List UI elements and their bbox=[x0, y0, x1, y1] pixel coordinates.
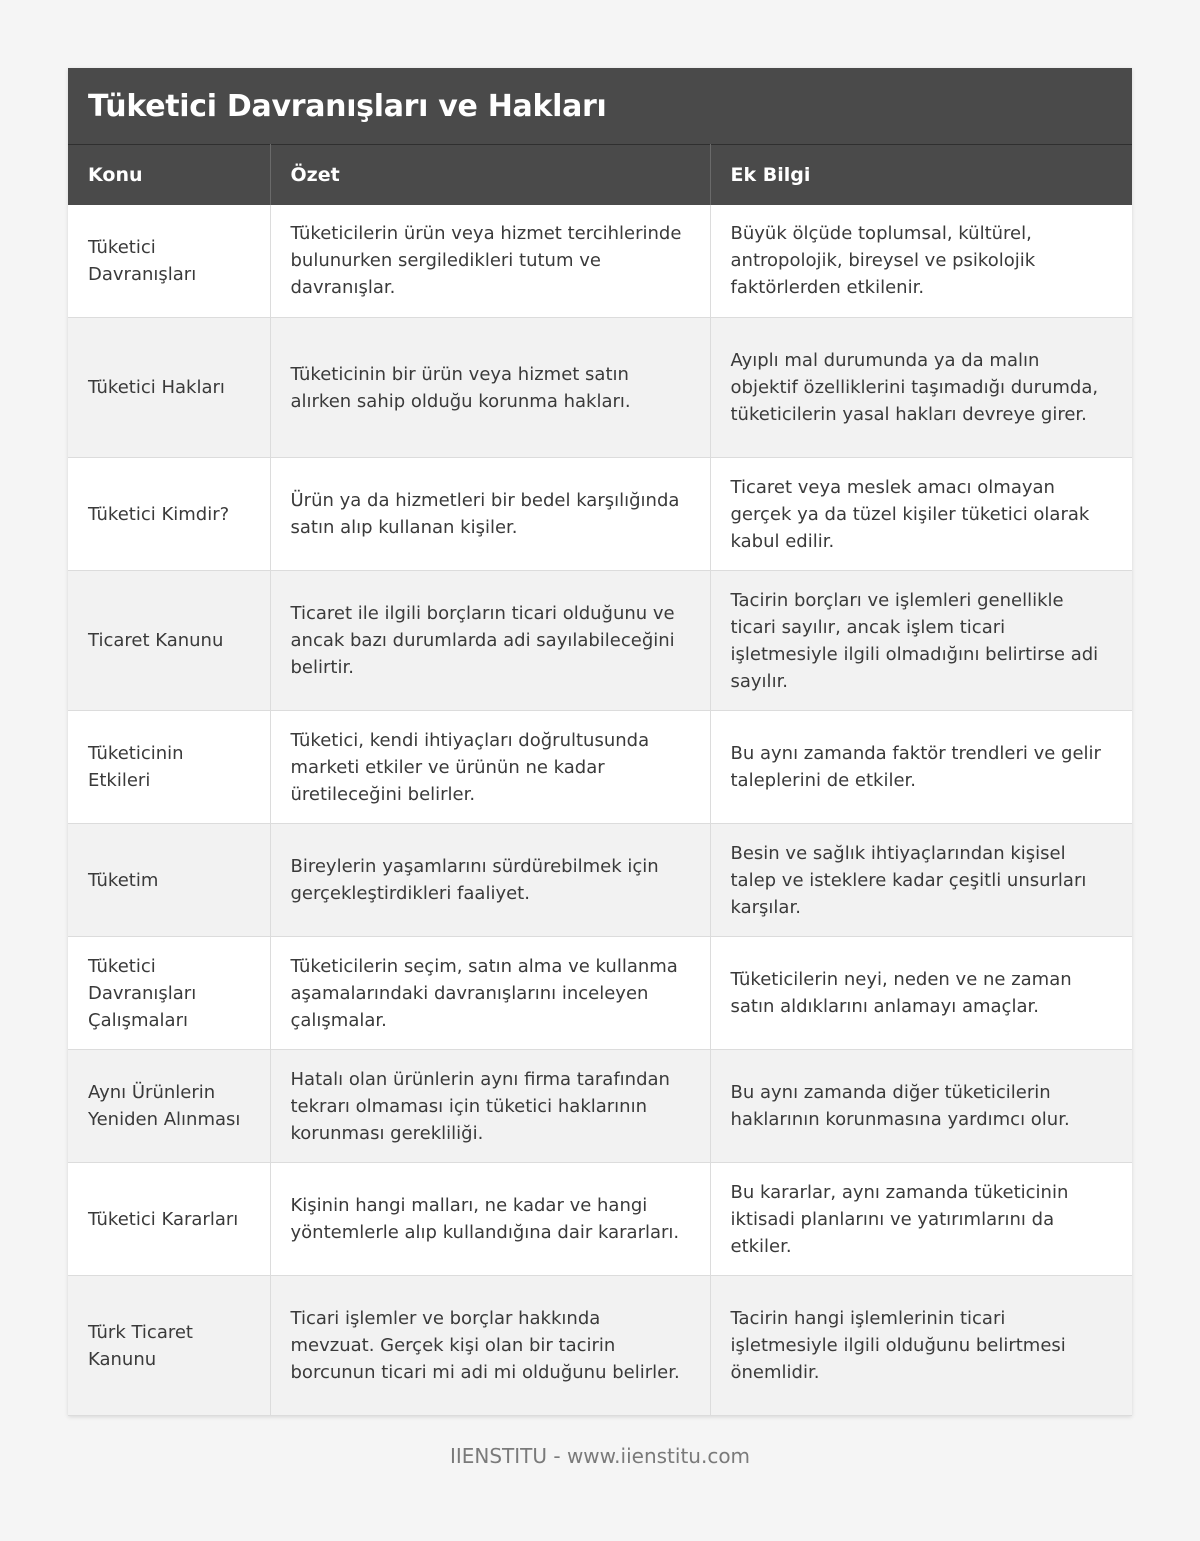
cell-summary: Bireylerin yaşamlarını sürdürebilmek için gerçekleştirdikleri faaliyet. bbox=[270, 824, 710, 937]
cell-info: Besin ve sağlık ihtiyaçlarından kişisel talep ve isteklere kadar çeşitli unsurları karşılar. bbox=[710, 824, 1132, 937]
cell-info: Tüketicilerin neyi, neden ve ne zaman satın aldıklarını anlamayı amaçlar. bbox=[710, 937, 1132, 1050]
cell-summary: Tüketicilerin ürün veya hizmet tercihlerinde bulunurken sergiledikleri tutum ve davranışlar. bbox=[270, 205, 710, 318]
cell-info: Bu aynı zamanda faktör trendleri ve gelir taleplerini de etkiler. bbox=[710, 711, 1132, 824]
column-header-info: Ek Bilgi bbox=[710, 145, 1132, 205]
cell-info: Büyük ölçüde toplumsal, kültürel, antropolojik, bireysel ve psikolojik faktörlerden etkilenir. bbox=[710, 205, 1132, 318]
cell-summary: Ticari işlemler ve borçlar hakkında mevzuat. Gerçek kişi olan bir tacirin borcunun ticari mi adi mi olduğunu belirler. bbox=[270, 1276, 710, 1416]
footer-credit: IIENSTITU - www.iienstitu.com bbox=[449, 1444, 751, 1468]
cell-summary: Ticaret ile ilgili borçların ticari olduğunu ve ancak bazı durumlarda adi sayılabileceğini belirtir. bbox=[270, 571, 710, 711]
info-table bbox=[68, 144, 1132, 1416]
cell-info: Ticaret veya meslek amacı olmayan gerçek ya da tüzel kişiler tüketici olarak kabul edilir. bbox=[710, 458, 1132, 571]
table-row bbox=[68, 1276, 1132, 1416]
cell-topic: Türk Ticaret Kanunu bbox=[68, 1276, 270, 1416]
table-row bbox=[68, 205, 1132, 318]
cell-summary: Tüketicinin bir ürün veya hizmet satın alırken sahip olduğu korunma hakları. bbox=[270, 318, 710, 458]
cell-info: Bu aynı zamanda diğer tüketicilerin haklarının korunmasına yardımcı olur. bbox=[710, 1050, 1132, 1163]
table-row bbox=[68, 937, 1132, 1050]
title-bar bbox=[68, 68, 1132, 144]
cell-summary: Ürün ya da hizmetleri bir bedel karşılığında satın alıp kullanan kişiler. bbox=[270, 458, 710, 571]
cell-info: Tacirin borçları ve işlemleri genellikle ticari sayılır, ancak işlem ticari işletmesiyle ilgili olmadığını belirtirse adi sayılır. bbox=[710, 571, 1132, 711]
column-header-summary: Özet bbox=[270, 145, 710, 205]
cell-topic: Tüketicinin Etkileri bbox=[68, 711, 270, 824]
cell-topic: Tüketici Davranışları bbox=[68, 205, 270, 318]
cell-summary: Kişinin hangi malları, ne kadar ve hangi yöntemlerle alıp kullandığına dair kararları. bbox=[270, 1163, 710, 1276]
cell-topic: Tüketici Kararları bbox=[68, 1163, 270, 1276]
cell-topic: Tüketim bbox=[68, 824, 270, 937]
table-row bbox=[68, 571, 1132, 711]
cell-topic: Tüketici Kimdir? bbox=[68, 458, 270, 571]
cell-info: Bu kararlar, aynı zamanda tüketicinin iktisadi planlarını ve yatırımlarını da etkiler. bbox=[710, 1163, 1132, 1276]
table-row bbox=[68, 1050, 1132, 1163]
cell-topic: Tüketici Hakları bbox=[68, 318, 270, 458]
column-header-topic: Konu bbox=[68, 145, 270, 205]
cell-topic: Ticaret Kanunu bbox=[68, 571, 270, 711]
cell-summary: Hatalı olan ürünlerin aynı firma tarafından tekrarı olmaması için tüketici haklarının korunması gerekliliği. bbox=[270, 1050, 710, 1163]
table-row bbox=[68, 711, 1132, 824]
table-row bbox=[68, 1163, 1132, 1276]
cell-info: Tacirin hangi işlemlerinin ticari işletmesiyle ilgili olduğunu belirtmesi önemlidir. bbox=[710, 1276, 1132, 1416]
cell-summary: Tüketicilerin seçim, satın alma ve kullanma aşamalarındaki davranışlarını inceleyen çalışmalar. bbox=[270, 937, 710, 1050]
table-row bbox=[68, 824, 1132, 937]
table-header-row bbox=[68, 145, 1132, 205]
cell-info: Ayıplı mal durumunda ya da malın objektif özelliklerini taşımadığı durumda, tüketicilerin yasal hakları devreye girer. bbox=[710, 318, 1132, 458]
table-card bbox=[68, 68, 1132, 1416]
table-row bbox=[68, 318, 1132, 458]
table-row bbox=[68, 458, 1132, 571]
cell-summary: Tüketici, kendi ihtiyaçları doğrultusunda marketi etkiler ve ürünün ne kadar üretileceğini belirler. bbox=[270, 711, 710, 824]
cell-topic: Tüketici Davranışları Çalışmaları bbox=[68, 937, 270, 1050]
page-title: Tüketici Davranışları ve Hakları bbox=[88, 88, 607, 124]
cell-topic: Aynı Ürünlerin Yeniden Alınması bbox=[68, 1050, 270, 1163]
